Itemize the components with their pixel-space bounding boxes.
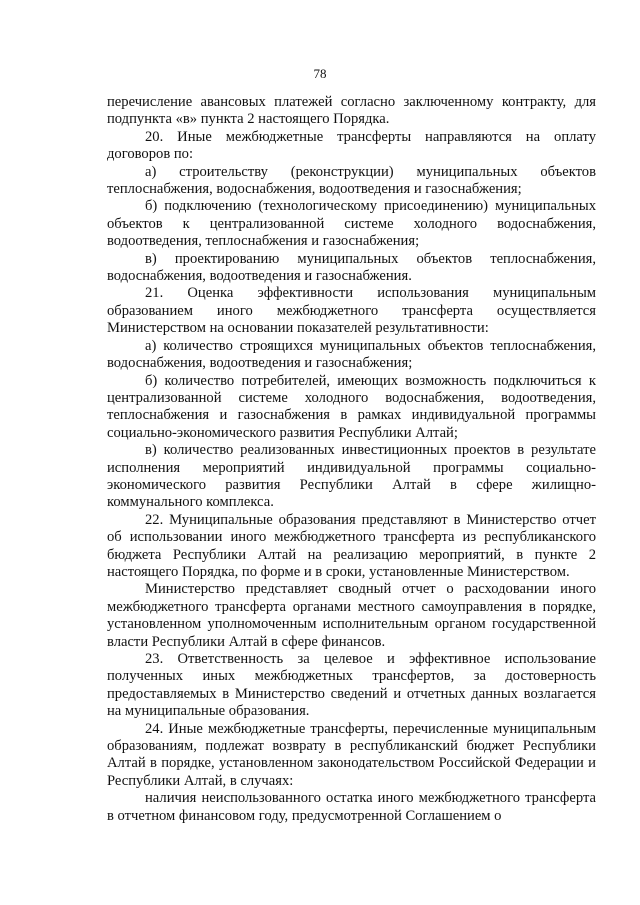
paragraph-item-24: 24. Иные межбюджетные трансферты, перечисленные муниципальным образованиям, подлежат возврату в республиканский бюджет Республики Алтай в порядке, установленном законодательством Российской Федерации и Республики Алтай, в случаях: bbox=[107, 720, 596, 789]
paragraph-item-21v: в) количество реализованных инвестиционных проектов в результате исполнения мероприятий индивидуальной программы социально-экономического развития Республики Алтай в сфере жилищно-коммунального комплекса. bbox=[107, 442, 596, 511]
paragraph-item-20: 20. Иные межбюджетные трансферты направляются на оплату договоров по: bbox=[107, 128, 596, 163]
paragraph-item-24-case: наличия неиспользованного остатка иного межбюджетного трансферта в отчетном финансовом году, предусмотренной Соглашением о bbox=[107, 790, 596, 824]
paragraph-item-20v: в) проектированию муниципальных объектов теплоснабжения, водоснабжения, водоотведения и газоснабжения. bbox=[107, 250, 596, 285]
paragraph-item-23: 23. Ответственность за целевое и эффективное использование полученных иных межбюджетных трансфертов, за достоверность предоставляемых в Министерство сведений и отчетных данных возлагается на муниципальные образования. bbox=[107, 651, 596, 720]
paragraph-item-21: 21. Оценка эффективности использования муниципальным образованием иного межбюджетного трансферта осуществляется Министерством на основании показателей результативности: bbox=[107, 285, 596, 337]
paragraph-item-22: 22. Муниципальные образования представляют в Министерство отчет об использовании иного межбюджетного трансферта из республиканского бюджета Республики Алтай на реализацию мероприятий, в пункте 2 настоящего Порядка, по форме и в сроки, установленные Министерством. bbox=[107, 511, 596, 580]
document-body bbox=[107, 94, 596, 825]
paragraph-item-21b: б) количество потребителей, имеющих возможность подключиться к централизованной системе холодного водоснабжения, водоотведения, теплоснабжения и газоснабжения в рамках индивидуальной программы социально-экономического развития Республики Алтай; bbox=[107, 372, 596, 441]
paragraph-item-20b: б) подключению (технологическому присоединению) муниципальных объектов к централизованной системе холодного водоснабжения, водоотведения, теплоснабжения и газоснабжения; bbox=[107, 198, 596, 250]
paragraph-item-20a: а) строительству (реконструкции) муниципальных объектов теплоснабжения, водоснабжения, водоотведения и газоснабжения; bbox=[107, 163, 596, 198]
page-number: 78 bbox=[313, 66, 327, 81]
paragraph-continuation: перечисление авансовых платежей согласно заключенному контракту, для подпункта «в» пункта 2 настоящего Порядка. bbox=[107, 94, 596, 128]
paragraph-item-21a: а) количество строящихся муниципальных объектов теплоснабжения, водоснабжения, водоотведения и газоснабжения; bbox=[107, 337, 596, 372]
paragraph-item-22-summary: Министерство представляет сводный отчет о расходовании иного межбюджетного трансферта органами местного самоуправления в порядке, установленном уполномоченным исполнительным органом государственной власти Республики Алтай в сфере финансов. bbox=[107, 581, 596, 650]
